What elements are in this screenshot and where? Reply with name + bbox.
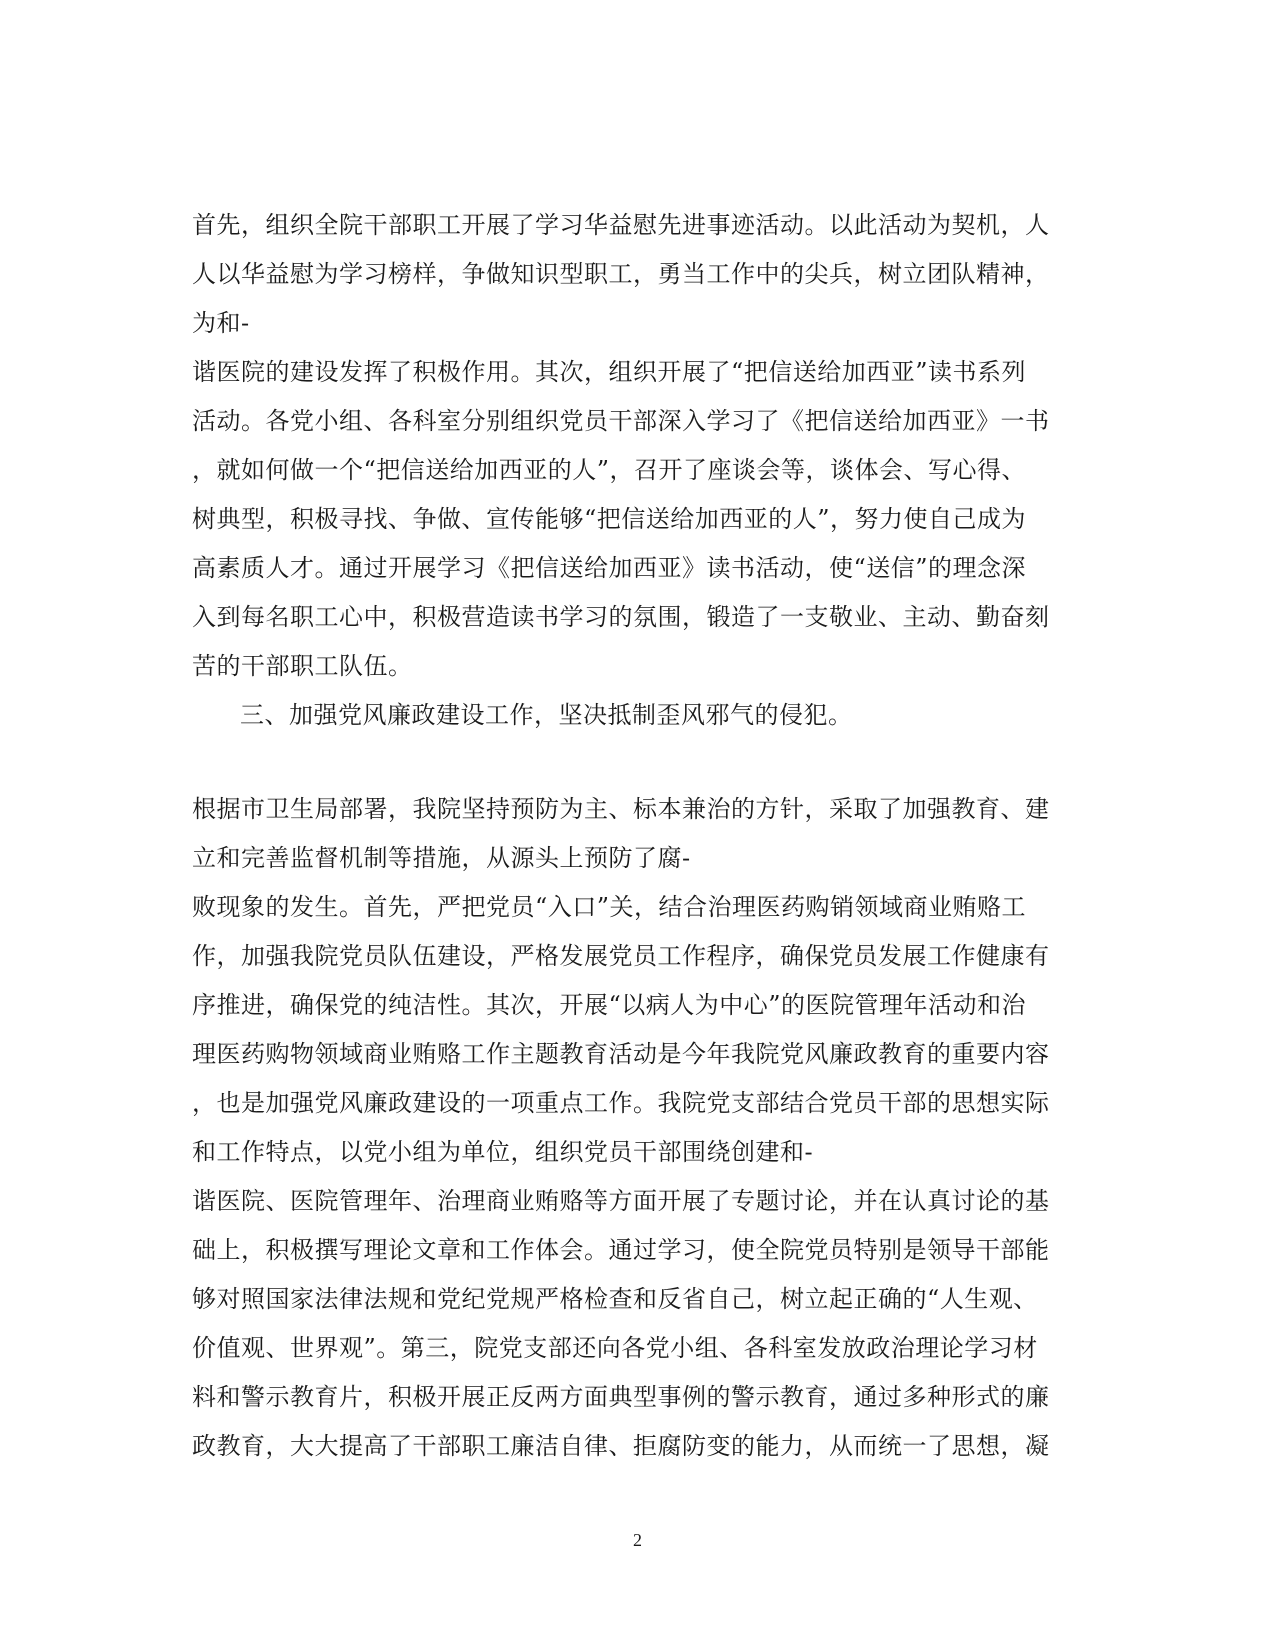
text-line: 谐医院的建设发挥了积极作用。其次，组织开展了“把信送给加西亚”读书系列 (192, 358, 1027, 386)
section-heading: 三、加强党风廉政建设工作，坚决抵制歪风邪气的侵犯。 (240, 701, 853, 729)
text-line: 政教育，大大提高了干部职工廉洁自律、拒腐防变的能力，从而统一了思想，凝 (192, 1432, 1050, 1460)
text-line: 根据市卫生局部署，我院坚持预防为主、标本兼治的方针，采取了加强教育、建 (192, 795, 1050, 823)
text-line: 立和完善监督机制等措施，从源头上预防了腐- (192, 844, 691, 872)
text-line: 活动。各党小组、各科室分别组织党员干部深入学习了《把信送给加西亚》一书 (192, 407, 1050, 435)
page-number: 2 (633, 1530, 642, 1550)
text-line: 价值观、世界观”。第三，院党支部还向各党小组、各科室发放政治理论学习材 (192, 1334, 1038, 1362)
text-line: ，就如何做一个“把信送给加西亚的人”，召开了座谈会等，谈体会、写心得、 (192, 456, 1027, 484)
paragraph-block-anti-corruption (192, 785, 1082, 1471)
text-line: 人以华益慰为学习榜样，争做知识型职工，勇当工作中的尖兵，树立团队精神， (192, 260, 1050, 288)
text-line: ，也是加强党风廉政建设的一项重点工作。我院党支部结合党员干部的思想实际 (192, 1089, 1050, 1117)
text-line: 谐医院、医院管理年、治理商业贿赂等方面开展了专题讨论，并在认真讨论的基 (192, 1187, 1050, 1215)
paragraph-block-study-activities (192, 201, 1082, 740)
text-line: 入到每名职工心中，积极营造读书学习的氛围，锻造了一支敬业、主动、勤奋刻 (192, 603, 1050, 631)
text-line: 料和警示教育片，积极开展正反两方面典型事例的警示教育，通过多种形式的廉 (192, 1383, 1050, 1411)
text-line: 作，加强我院党员队伍建设，严格发展党员工作程序，确保党员发展工作健康有 (192, 942, 1050, 970)
text-line: 首先，组织全院干部职工开展了学习华益慰先进事迹活动。以此活动为契机，人 (192, 211, 1050, 239)
text-line: 树典型，积极寻找、争做、宣传能够“把信送给加西亚的人”，努力使自己成为 (192, 505, 1027, 533)
text-line: 理医药购物领域商业贿赂工作主题教育活动是今年我院党风廉政教育的重要内容 (192, 1040, 1050, 1068)
text-line: 序推进，确保党的纯洁性。其次，开展“以病人为中心”的医院管理年活动和治 (192, 991, 1027, 1019)
text-line: 高素质人才。通过开展学习《把信送给加西亚》读书活动，使“送信”的理念深 (192, 554, 1027, 582)
text-line: 苦的干部职工队伍。 (192, 652, 413, 680)
text-line: 础上，积极撰写理论文章和工作体会。通过学习，使全院党员特别是领导干部能 (192, 1236, 1050, 1264)
text-line: 为和- (192, 309, 250, 337)
text-line: 和工作特点，以党小组为单位，组织党员干部围绕创建和- (192, 1138, 814, 1166)
text-line: 败现象的发生。首先，严把党员“入口”关，结合治理医药购销领域商业贿赂工 (192, 893, 1027, 921)
text-line: 够对照国家法律法规和党纪党规严格检查和反省自己，树立起正确的“人生观、 (192, 1285, 1038, 1313)
